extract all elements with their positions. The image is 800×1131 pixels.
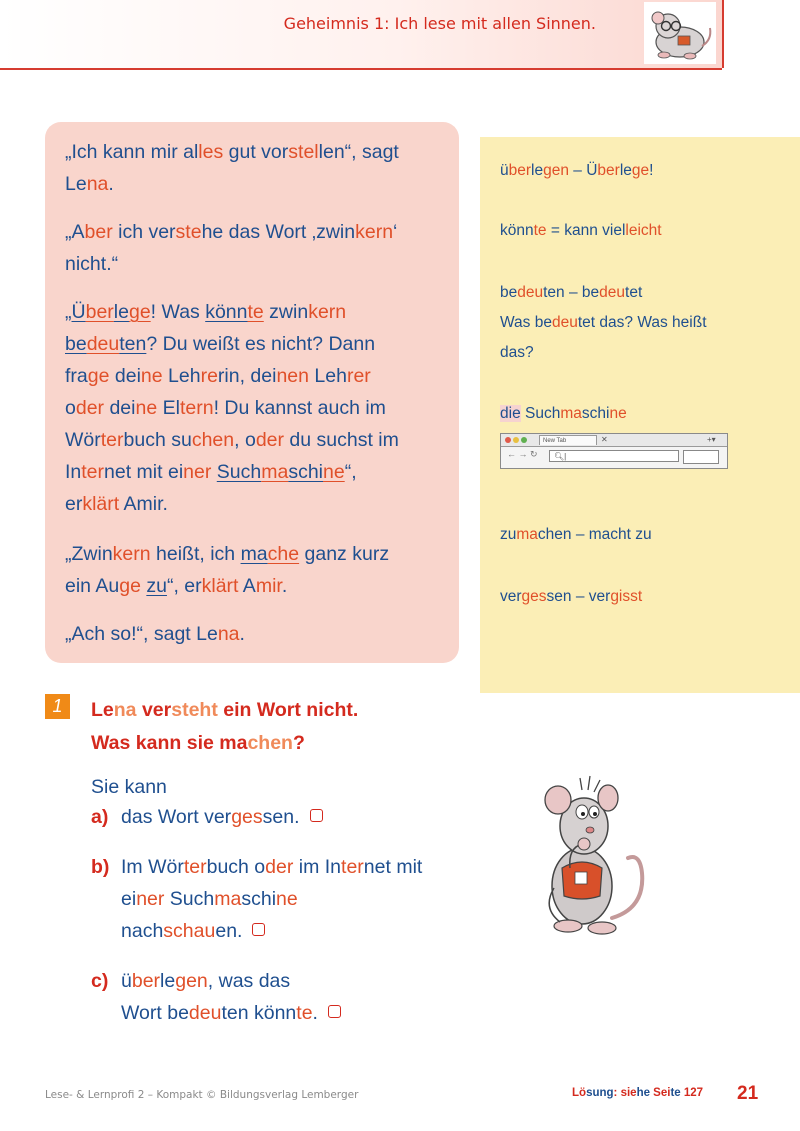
page-number: 21 xyxy=(737,1083,759,1104)
option-a-checkbox[interactable] xyxy=(310,809,323,822)
vocab-entry-suchmaschine: die Suchmaschine xyxy=(500,405,627,422)
option-b-label: b) xyxy=(91,856,110,878)
browser-minimize-dot xyxy=(513,437,519,443)
browser-maximize-dot xyxy=(521,437,527,443)
story-paragraph-1: „Ich kann mir alles gut vorstellen“, sagt Lena. xyxy=(65,141,399,195)
option-a-label: a) xyxy=(91,806,109,828)
story-paragraph-5: „Ach so!“, sagt Lena. xyxy=(65,623,245,645)
option-c-label: c) xyxy=(91,970,109,992)
vocab-entry-ueberlegen: überlegen – Überlege! xyxy=(500,162,654,179)
task-question xyxy=(91,694,358,760)
option-c-text: überlegen, was das Wort bedeuten könnte. xyxy=(121,970,318,1024)
browser-close-dot xyxy=(505,437,511,443)
browser-search-box xyxy=(683,450,719,464)
page-header xyxy=(0,0,722,70)
story-paragraph-3: „Überlege! Was könnte zwinkern bedeuten? Du weißt es nicht? Dann frage deine Lehrerin, deinen Lehrer oder deine Eltern! Du kannst auch im Wörterbuch suchen, oder du suchst im Internet mit einer Suchmaschine“, erklärt Amir. xyxy=(65,301,399,515)
option-c-checkbox[interactable] xyxy=(328,1005,341,1018)
browser-window-controls-icon: +▾ xyxy=(707,435,716,444)
browser-tab: New Tab xyxy=(539,435,597,445)
task-intro: Sie kann xyxy=(91,776,167,798)
thinking-rat-icon xyxy=(520,768,650,943)
task-question-line-2: Was kann sie machen? xyxy=(91,732,305,754)
option-b-text: Im Wörterbuch oder im Internet mit einer Suchmaschine nachschauen. xyxy=(121,856,423,942)
page-title: Geheimnis 1: Ich lese mit allen Sinnen. xyxy=(283,14,596,33)
footer-solution-reference: Lösung: siehe Seite 127 xyxy=(572,1087,704,1099)
story-paragraph-4: „Zwinkern heißt, ich mache ganz kurz ein Auge zu“, erklärt Amir. xyxy=(65,543,390,597)
header-divider xyxy=(722,0,724,68)
vocab-entry-bedeuten: bedeuten – bedeutet xyxy=(500,284,643,301)
task-question-line-1: Lena versteht ein Wort nicht. xyxy=(91,699,359,721)
option-b-checkbox[interactable] xyxy=(252,923,265,936)
vocab-entry-vergessen: vergessen – vergisst xyxy=(500,588,643,605)
browser-address-bar: 🔍︎| xyxy=(549,450,679,462)
footer-copyright: Lese- & Lernprofi 2 – Kompakt © Bildungsverlag Lemberger xyxy=(45,1089,359,1101)
browser-tab-close-icon: ✕ xyxy=(601,435,608,444)
browser-nav-icons: ← → ↻ xyxy=(507,449,538,459)
story-box xyxy=(45,122,459,663)
vocab-entry-bedeuten-question-end: das? xyxy=(500,344,534,361)
vocab-entry-koennte: könnte = kann vielleicht xyxy=(500,222,662,239)
vocab-entry-zumachen: zumachen – macht zu xyxy=(500,526,652,543)
browser-window-icon xyxy=(500,433,728,469)
vocab-entry-bedeuten-question: Was bedeutet das? Was heißt xyxy=(500,314,707,331)
task-number-badge: 1 xyxy=(45,694,70,719)
story-paragraph-2: „Aber ich verstehe das Wort ‚zwinkern‘ nicht.“ xyxy=(65,221,398,275)
vocabulary-box xyxy=(480,137,800,693)
mouse-with-glasses-icon xyxy=(644,2,716,64)
option-a-text: das Wort vergessen. xyxy=(121,806,300,828)
